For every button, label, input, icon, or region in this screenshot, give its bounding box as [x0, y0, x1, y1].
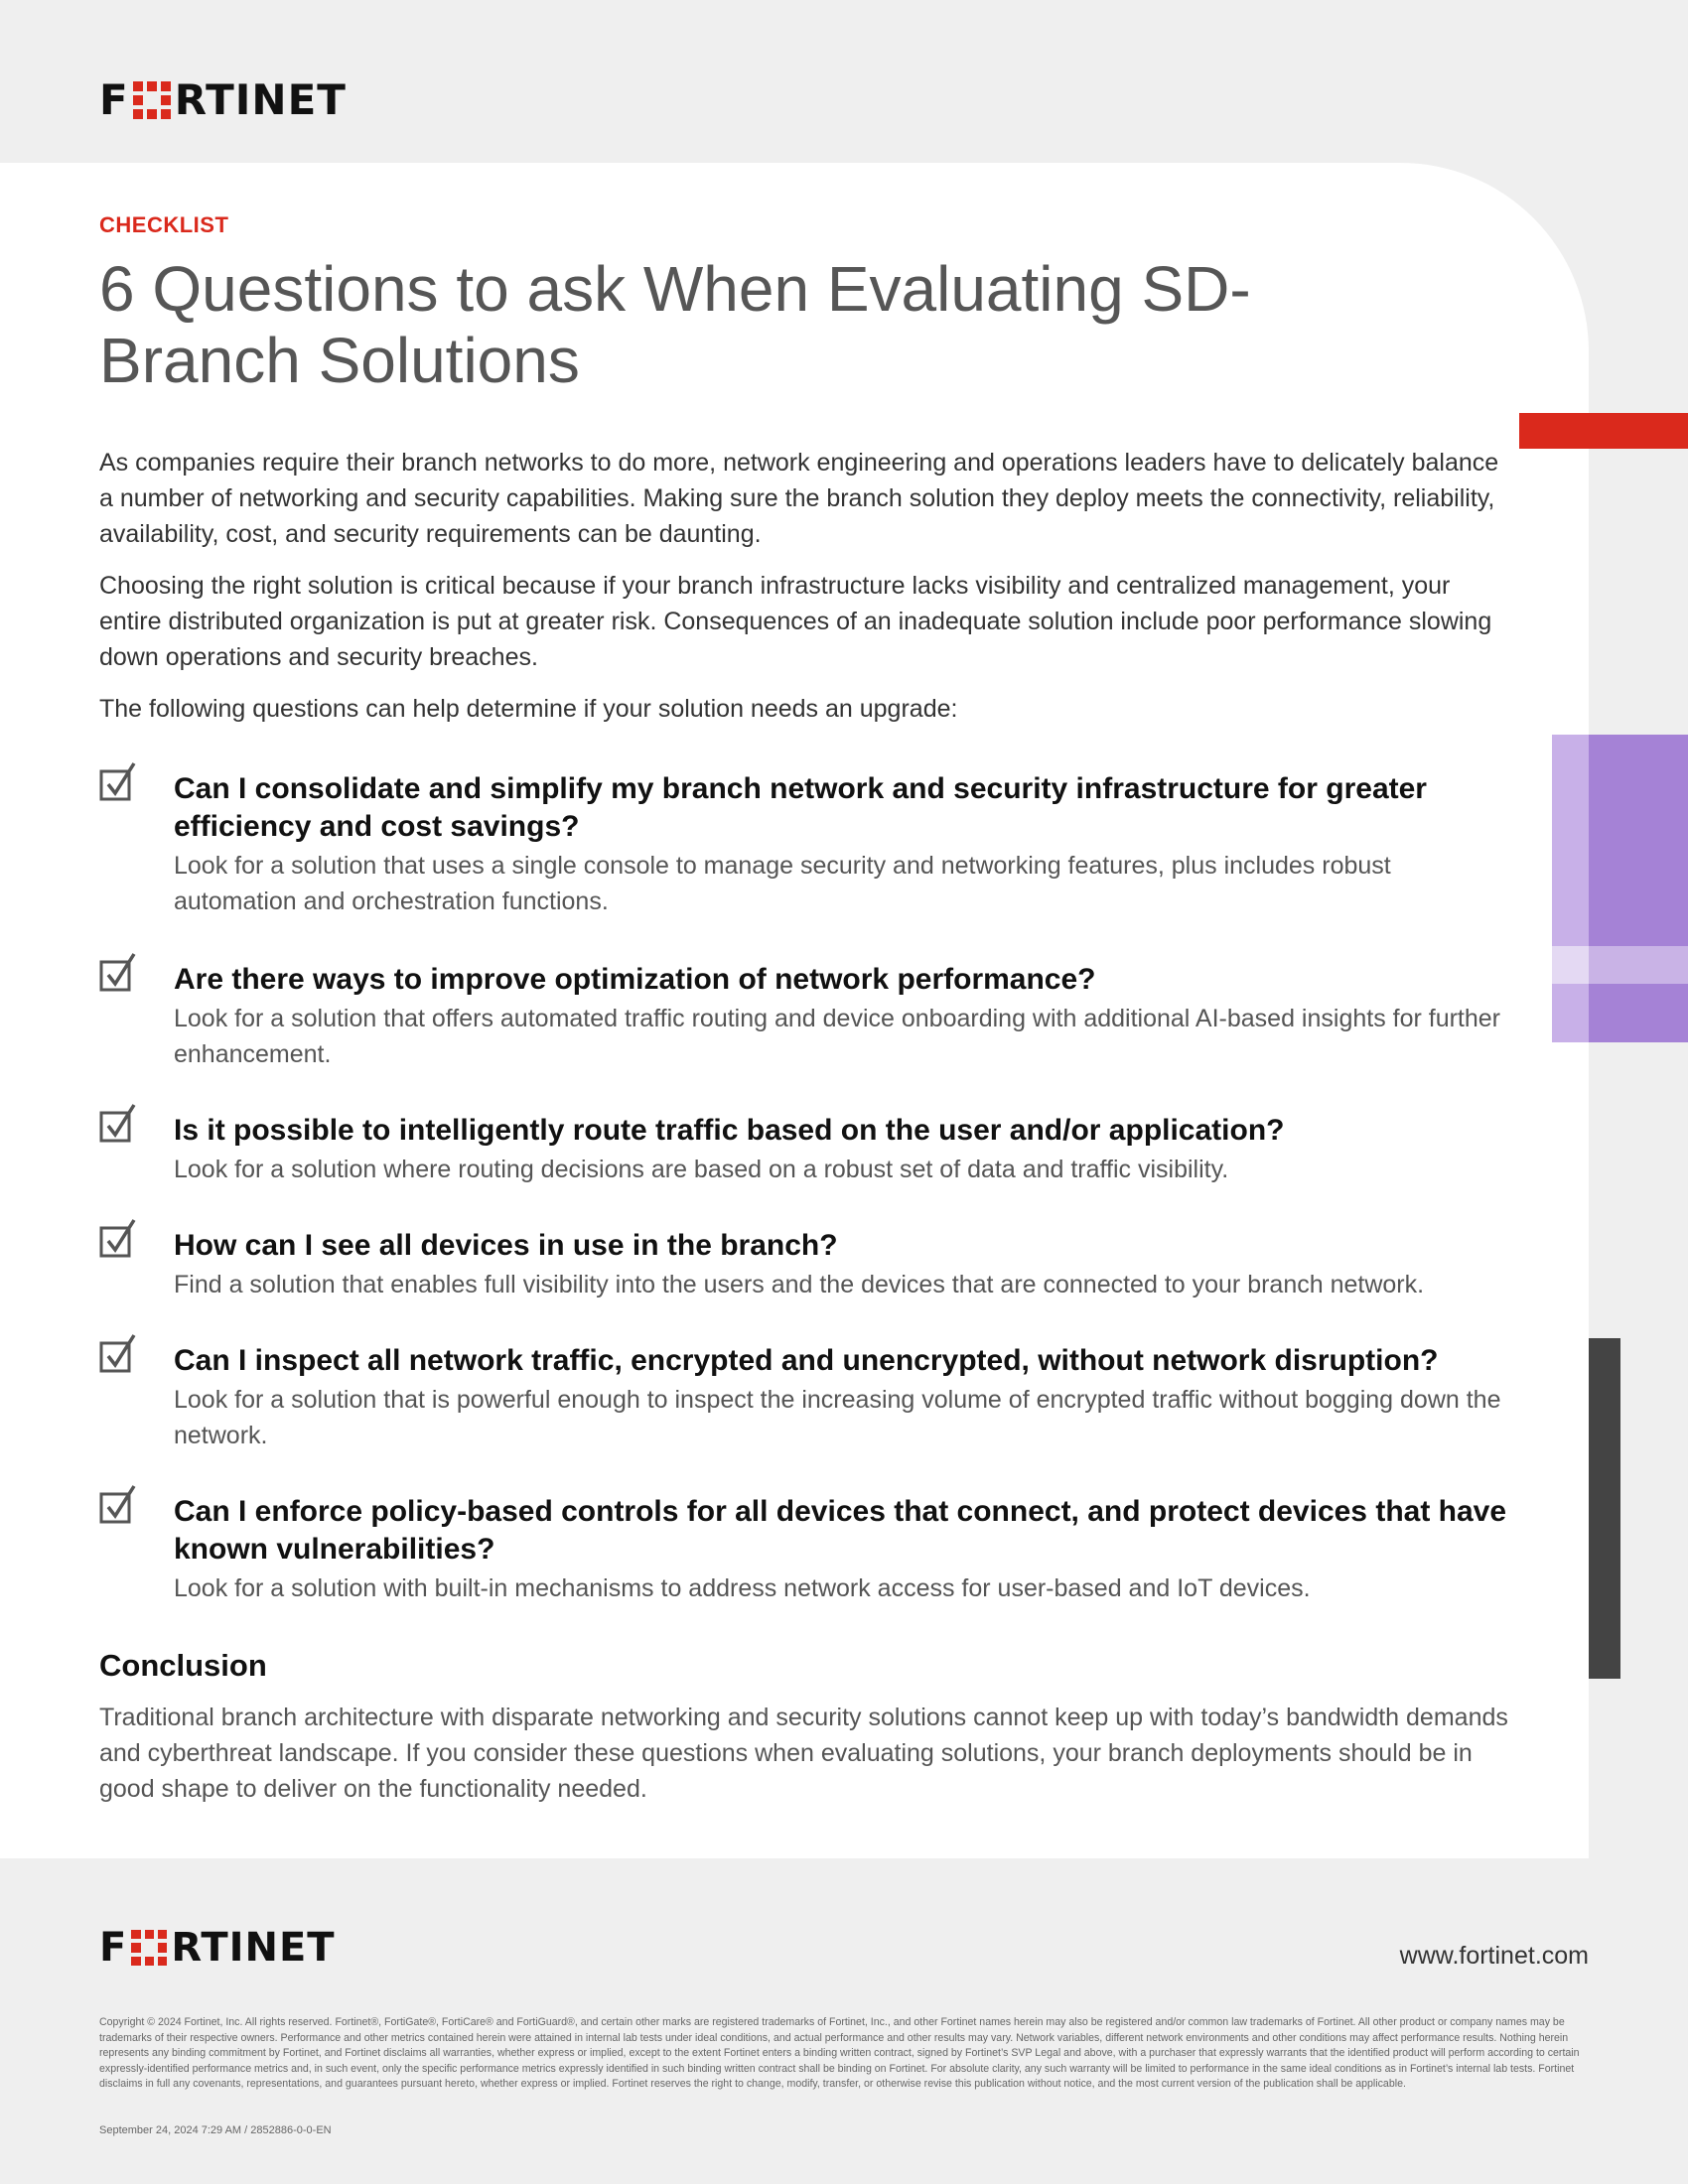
checklist-answer: Look for a solution that uses a single console to manage security and networking features, plus includes robust automation and orchestration functions. [174, 852, 1391, 915]
logo-grid-icon [133, 81, 171, 119]
page-title: 6 Questions to ask When Evaluating SD-Branch Solutions [99, 253, 1251, 396]
checkbox-checked-icon [99, 1217, 139, 1261]
checkbox-checked-icon [99, 951, 139, 995]
intro-section [99, 445, 1509, 743]
checkbox-checked-icon [99, 760, 139, 804]
checklist-answer: Look for a solution that offers automated traffic routing and device onboarding with additional AI-based insights for further enhancement. [174, 1005, 1501, 1068]
checklist-question: Can I enforce policy-based controls for all devices that connect, and protect devices that have known vulnerabilities? [174, 1495, 1507, 1566]
logo-text-left: F [99, 75, 129, 124]
intro-paragraph-1: As companies require their branch networks to do more, network engineering and operations leaders have to delicately balance a number of networking and security capabilities. Making sure the branch solution they deploy meets the connectivity, reliability, availability, cost, and security requirements can be daunting. [99, 449, 1499, 548]
conclusion-heading: Conclusion [99, 1648, 267, 1683]
purple-accent-block-light [1552, 735, 1589, 1042]
checklist-item [99, 770, 1509, 919]
purple-accent-stripe-light [1552, 946, 1589, 984]
checklist-question: Can I consolidate and simplify my branch network and security infrastructure for greater efficiency and cost savings? [174, 772, 1427, 843]
checklist-item [99, 1112, 1509, 1187]
fortinet-logo-footer [99, 1925, 336, 1971]
checklist-item [99, 1342, 1509, 1453]
intro-paragraph-2: Choosing the right solution is critical because if your branch infrastructure lacks visibility and centralized management, your entire distributed organization is put at greater risk. Consequences of an inadequate solution include poor performance slowing down operations and security breaches. [99, 572, 1492, 671]
checkbox-checked-icon [99, 1332, 139, 1376]
checklist-item [99, 1227, 1509, 1302]
logo-text-left: F [99, 1925, 128, 1971]
document-timestamp: September 24, 2024 7:29 AM / 2852886-0-0-EN [99, 2124, 332, 2136]
checklist-question: Are there ways to improve optimization of network performance? [174, 963, 1096, 996]
logo-text-right: RTINET [171, 1925, 336, 1971]
legal-disclaimer: Copyright © 2024 Fortinet, Inc. All rights reserved. Fortinet®, FortiGate®, FortiCare® and FortiGuard®, and certain other marks are registered trademarks of Fortinet, Inc., and other Fortinet names herein may also be registered and/or common law trademarks of Fortinet. All other product or company names may be trademarks of their respective owners. Performance and other metrics contained herein were attained in internal lab tests under ideal conditions, and actual performance and other results may vary. Network variables, different network environments and other conditions may affect performance results. Nothing herein represents any binding commitment by Fortinet, and Fortinet disclaims all warranties, whether express or implied, except to the extent Fortinet enters a binding written contract, signed by Fortinet’s SVP Legal and above, with a purchaser that expressly warrants that the identified product will perform according to certain expressly-identified performance metrics and, in such event, only the specific performance metrics expressly identified in such binding written contract shall be binding on Fortinet. For absolute clarity, any such warranty will be limited to performance in the same ideal conditions as in Fortinet’s internal lab tests. Fortinet disclaims in full any covenants, representations, and guarantees pursuant hereto, whether express or implied. Fortinet reserves the right to change, modify, transfer, or otherwise revise this publication without notice, and the most current version of the publication shall be applicable. [99, 2016, 1580, 2090]
checklist-item [99, 1493, 1509, 1606]
checklist-item [99, 961, 1509, 1072]
checklist-answer: Look for a solution where routing decisions are based on a robust set of data and traffic visibility. [174, 1156, 1229, 1183]
checklist-question: Is it possible to intelligently route traffic based on the user and/or application? [174, 1114, 1285, 1147]
checklist-answer: Look for a solution that is powerful enough to inspect the increasing volume of encrypted traffic without bogging down the network. [174, 1386, 1501, 1449]
checkbox-checked-icon [99, 1483, 139, 1527]
website-link[interactable]: www.fortinet.com [1399, 1942, 1589, 1970]
checklist-answer: Find a solution that enables full visibility into the users and the devices that are connected to your branch network. [174, 1271, 1425, 1298]
fortinet-logo [99, 75, 347, 124]
dark-accent-bar [1589, 1338, 1620, 1679]
kicker-label: CHECKLIST [99, 212, 229, 237]
checkbox-checked-icon [99, 1102, 139, 1146]
checklist-question: Can I inspect all network traffic, encrypted and unencrypted, without network disruption? [174, 1344, 1439, 1377]
conclusion-body: Traditional branch architecture with disparate networking and security solutions cannot keep up with today’s bandwidth demands and cyberthreat landscape. If you consider these questions when evaluating solutions, your branch deployments should be in good shape to deliver on the functionality needed. [99, 1704, 1508, 1803]
checklist-answer: Look for a solution with built-in mechanisms to address network access for user-based and IoT devices. [174, 1574, 1311, 1602]
intro-paragraph-3: The following questions can help determine if your solution needs an upgrade: [99, 695, 958, 723]
red-accent-bar [1519, 413, 1688, 449]
checklist-question: How can I see all devices in use in the branch? [174, 1229, 838, 1262]
logo-text-right: RTINET [174, 75, 347, 124]
logo-grid-icon [131, 1930, 167, 1966]
